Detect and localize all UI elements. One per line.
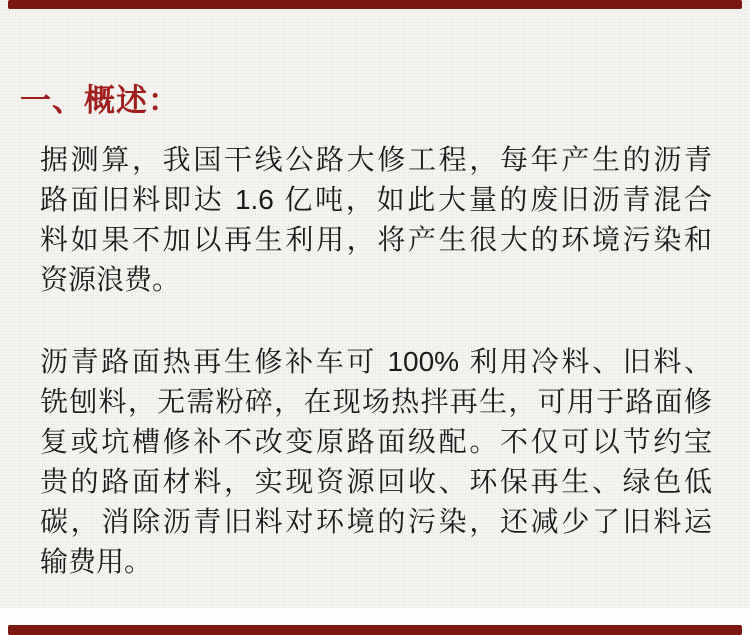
paragraph-1 (40, 140, 712, 300)
text-line: 铣刨料，无需粉碎，在现场热拌再生，可用于路面修 (40, 386, 712, 417)
text-line: 输费用。 (40, 546, 153, 577)
text-line: 路面旧料即达 1.6 亿吨，如此大量的废旧沥青混合 (40, 184, 712, 215)
top-divider-bar (8, 0, 742, 9)
text-line: 资源浪费。 (40, 264, 181, 295)
text-line: 沥青路面热再生修补车可 100% 利用冷料、旧料、 (40, 346, 712, 377)
text-line: 碳，消除沥青旧料对环境的污染，还减少了旧料运 (40, 506, 712, 537)
paragraph-2 (40, 342, 712, 582)
text-line: 据测算，我国干线公路大修工程，每年产生的沥青 (40, 144, 712, 175)
text-line: 料如果不加以再生利用，将产生很大的环境污染和 (40, 224, 712, 255)
text-line: 贵的路面材料，实现资源回收、环保再生、绿色低 (40, 466, 712, 497)
bottom-divider-bar (8, 625, 742, 635)
section-heading: 一、概述： (20, 83, 180, 118)
text-line: 复或坑槽修补不改变原路面级配。不仅可以节约宝 (40, 426, 712, 457)
